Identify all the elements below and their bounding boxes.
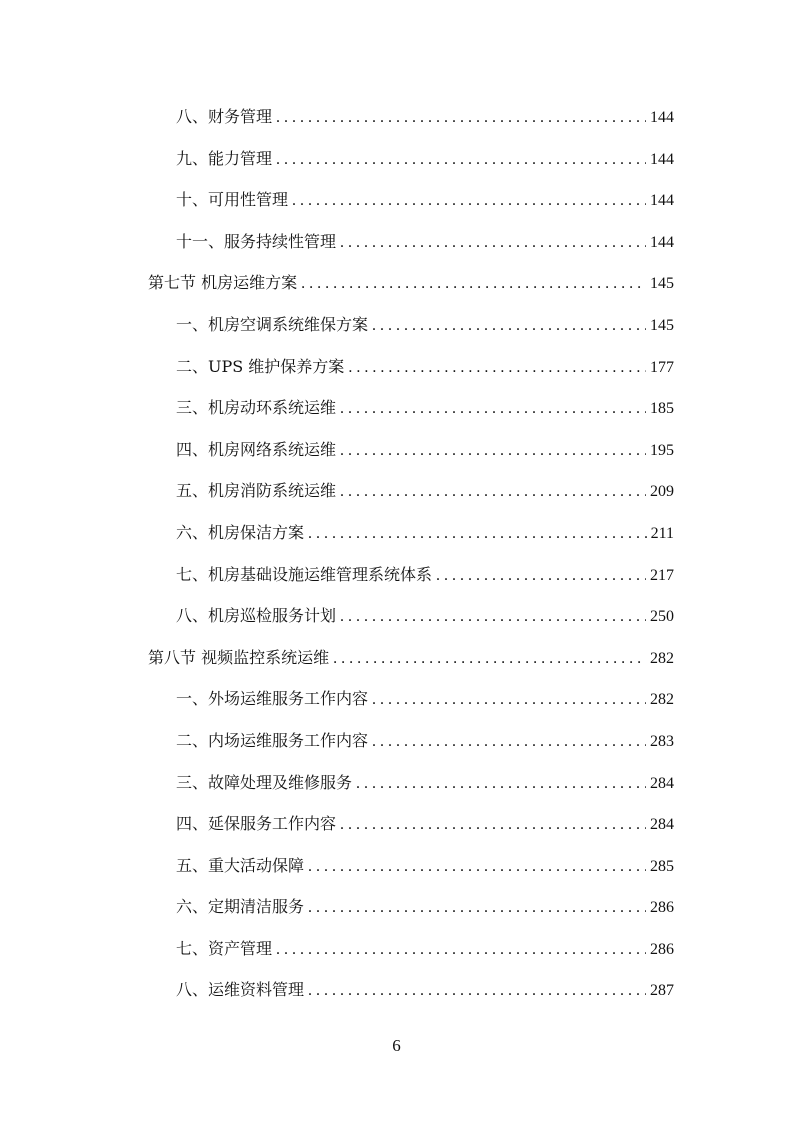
dot-leader (340, 813, 646, 837)
toc-entry[interactable] (148, 854, 674, 896)
toc-entry-title: 二、UPS 维护保养方案 (176, 356, 345, 376)
toc-entry-title: 五、重大活动保障 (176, 855, 305, 875)
toc-entry[interactable] (148, 895, 674, 937)
dot-leader (308, 979, 646, 1003)
dot-leader (276, 106, 646, 130)
toc-entry-page: 282 (650, 691, 674, 709)
dot-leader (372, 730, 646, 754)
toc-entry-title: 九、能力管理 (176, 148, 273, 168)
toc-entry-page: 217 (650, 566, 674, 584)
toc-entry-title: 三、故障处理及维修服务 (176, 772, 353, 792)
toc-entry-page: 185 (650, 400, 674, 418)
dot-leader (340, 439, 646, 463)
dot-leader (372, 688, 646, 712)
toc-entry-page: 144 (650, 150, 674, 168)
dot-leader (308, 522, 647, 546)
page-number: 6 (392, 1036, 401, 1055)
toc-entry[interactable] (148, 646, 674, 688)
toc-entry[interactable] (148, 978, 674, 1020)
toc-entry[interactable] (148, 521, 674, 563)
toc-entry-title: 第八节 视频监控系统运维 (148, 647, 330, 667)
dot-leader (340, 397, 646, 421)
dot-leader (340, 480, 646, 504)
dot-leader (340, 231, 646, 255)
dot-leader (340, 605, 646, 629)
toc-entry[interactable] (148, 687, 674, 729)
toc-entry-page: 250 (650, 608, 674, 626)
dot-leader (292, 189, 646, 213)
toc-entry[interactable] (148, 396, 674, 438)
toc-entry[interactable] (148, 812, 674, 854)
toc-entry-page: 145 (650, 275, 674, 293)
toc-entry-title: 六、机房保洁方案 (176, 522, 305, 542)
toc-entry-title: 五、机房消防系统运维 (176, 481, 337, 501)
dot-leader (372, 314, 646, 338)
toc-entry-title: 七、资产管理 (176, 938, 273, 958)
toc-entry[interactable] (148, 271, 674, 313)
dot-leader (301, 272, 646, 296)
dot-leader (308, 896, 646, 920)
toc-entry[interactable] (148, 105, 674, 147)
toc-entry-page: 177 (650, 358, 674, 376)
toc-entry-title: 十一、服务持续性管理 (176, 231, 337, 251)
table-of-contents (148, 105, 674, 1020)
toc-entry-page: 284 (650, 816, 674, 834)
toc-entry-page: 209 (650, 483, 674, 501)
toc-entry-title: 一、机房空调系统维保方案 (176, 314, 369, 334)
toc-entry[interactable] (148, 937, 674, 979)
dot-leader (356, 772, 646, 796)
toc-entry-title: 七、机房基础设施运维管理系统体系 (176, 564, 433, 584)
toc-entry-page: 144 (650, 192, 674, 210)
toc-entry-title: 八、机房巡检服务计划 (176, 606, 337, 626)
dot-leader (276, 938, 646, 962)
toc-entry-page: 285 (650, 857, 674, 875)
toc-entry[interactable] (148, 563, 674, 605)
toc-entry-title: 六、定期清洁服务 (176, 897, 305, 917)
toc-entry[interactable] (148, 313, 674, 355)
dot-leader (276, 148, 646, 172)
toc-entry[interactable] (148, 147, 674, 189)
toc-entry[interactable] (148, 604, 674, 646)
toc-entry-title: 一、外场运维服务工作内容 (176, 689, 369, 709)
toc-entry-title: 三、机房动环系统运维 (176, 398, 337, 418)
toc-entry-page: 283 (650, 732, 674, 750)
toc-entry[interactable] (148, 188, 674, 230)
toc-entry-title: 八、运维资料管理 (176, 980, 305, 1000)
toc-entry-page: 286 (650, 899, 674, 917)
toc-entry[interactable] (148, 355, 674, 397)
toc-entry-title: 四、延保服务工作内容 (176, 814, 337, 834)
dot-leader (436, 564, 646, 588)
toc-entry-page: 287 (650, 982, 674, 1000)
toc-entry-page: 145 (650, 316, 674, 334)
toc-entry-title: 十、可用性管理 (176, 190, 289, 210)
toc-entry-page: 284 (650, 774, 674, 792)
dot-leader (308, 855, 646, 879)
toc-entry[interactable] (148, 438, 674, 480)
toc-entry-title: 第七节 机房运维方案 (148, 273, 298, 293)
toc-entry-page: 282 (650, 649, 674, 667)
toc-entry-page: 144 (650, 233, 674, 251)
toc-entry-page: 195 (650, 441, 674, 459)
dot-leader (348, 356, 646, 380)
toc-entry-title: 四、机房网络系统运维 (176, 439, 337, 459)
toc-entry-title: 八、财务管理 (176, 107, 273, 126)
toc-entry[interactable] (148, 479, 674, 521)
toc-entry[interactable] (148, 729, 674, 771)
toc-entry-page: 211 (650, 524, 674, 542)
dot-leader (333, 647, 646, 671)
toc-entry[interactable] (148, 230, 674, 272)
toc-entry-title: 二、内场运维服务工作内容 (176, 730, 369, 750)
toc-entry-page: 286 (650, 940, 674, 958)
toc-entry[interactable] (148, 771, 674, 813)
toc-entry-page: 144 (650, 109, 674, 126)
